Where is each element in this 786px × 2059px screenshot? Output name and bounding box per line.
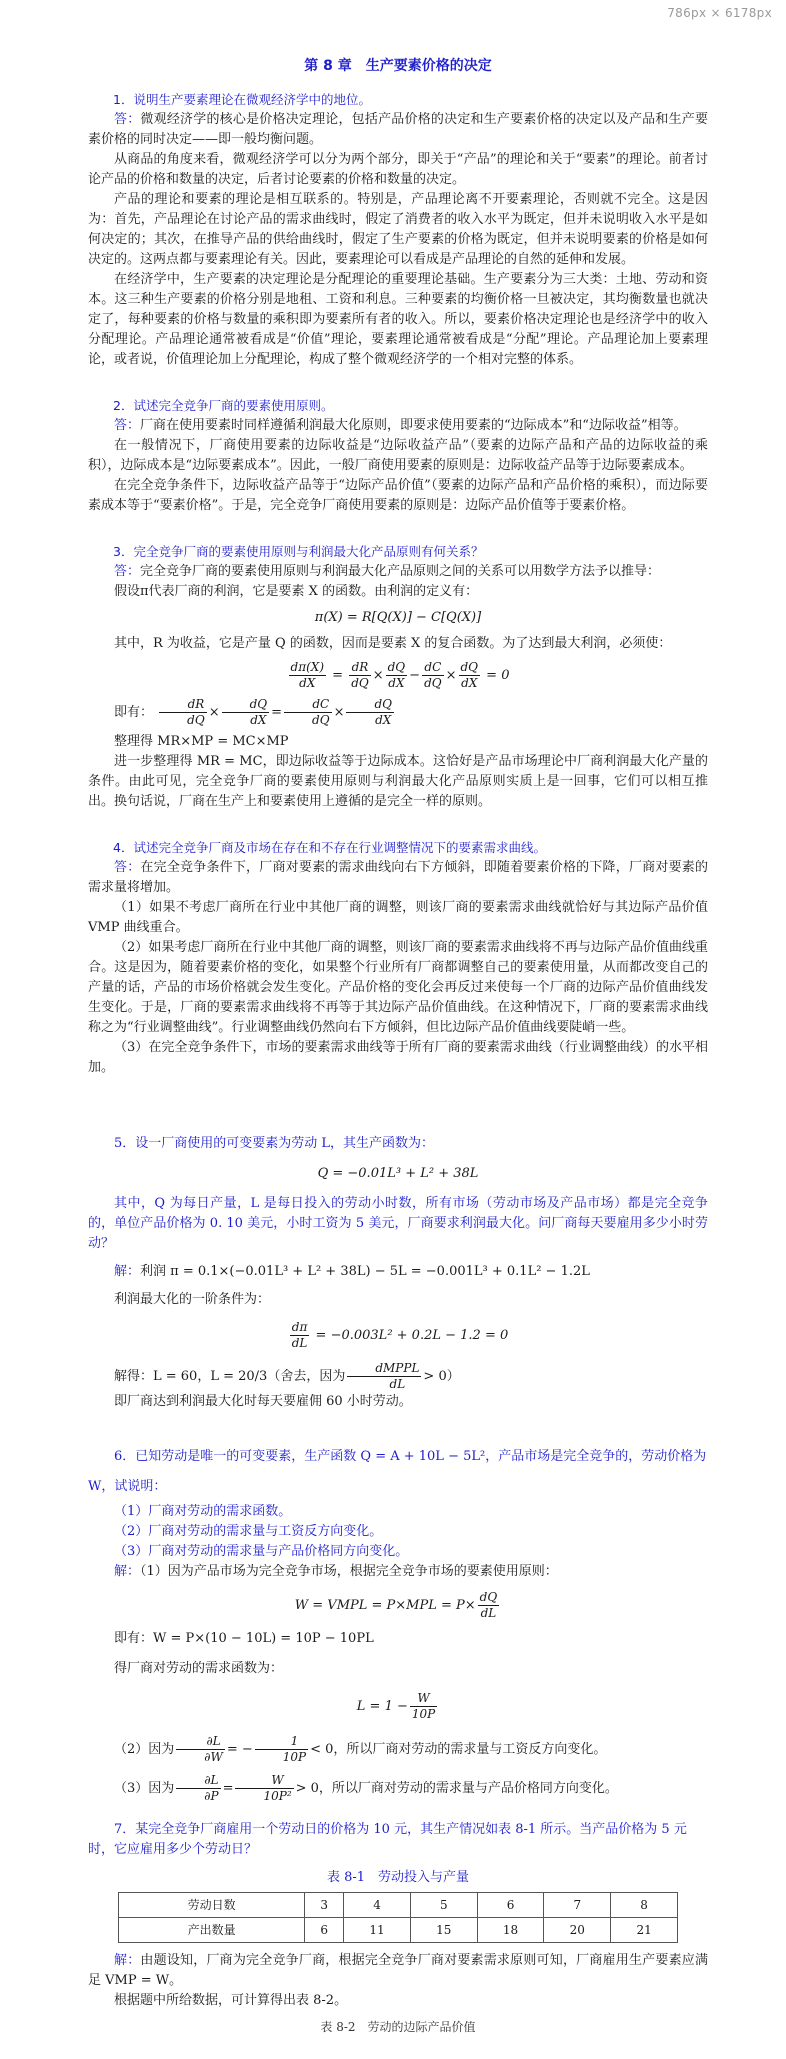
table-row — [119, 1893, 678, 1918]
profit-function-formula: π(X) = R[Q(X)] − C[Q(X)] — [314, 610, 482, 625]
answer-label: 答： — [114, 564, 141, 579]
answer-5-paragraph-4: 即厂商达到利润最大化时每天要雇佣 60 小时劳动。 — [114, 1394, 412, 1409]
table-cell: 11 — [344, 1918, 411, 1943]
question-3-block — [88, 542, 708, 812]
table-row — [119, 1918, 678, 1943]
question-2: 2．试述完全竞争厂商的要素使用原则。 — [113, 398, 334, 413]
table-8-1-title: 表 8-1 劳动投入与产量 — [326, 1870, 470, 1885]
answer-1-paragraph-2: 从商品的角度来看，微观经济学可以分为两个部分，即关于“产品”的理论和关于“要素”的理论。前者讨论产品的价格和数量的决定，后者讨论要素的价格和数量的决定。 — [88, 152, 708, 187]
answer-6-paragraph-2: 即有：W = P×(10 − 10L) = 10P − 10PL — [114, 1631, 374, 1646]
question-4: 4．试述完全竞争厂商及市场在存在和不存在行业调整情况下的要素需求曲线。 — [113, 840, 546, 855]
answer-6-paragraph-5: （3）因为 $\frac{\partial L}{\partial P}$ = $\frac{W}{\text{10P²}}$ > 0，所以厂商对劳动的需求量与产品价格同方向变化。 — [114, 1773, 618, 1803]
table-cell: 21 — [611, 1918, 678, 1943]
document-page — [88, 56, 708, 2037]
table-cell: 6 — [305, 1918, 344, 1943]
table-cell: 7 — [544, 1893, 611, 1918]
question-7-block — [88, 1820, 708, 2037]
answer-label: 答： — [114, 418, 141, 433]
answer-5-text: 利润 π = 0.1×(−0.01L³ + L² + 38L) − 5L = −0.001L³ + 0.1L² − 1.2L — [140, 1264, 590, 1279]
table-cell: 4 — [344, 1893, 411, 1918]
profit-derivative-formula: $\frac{d\pi(X)}{dX}$ = $\frac{dR}{dQ}$ × $\frac{dQ}{dX}$ − $\frac{dC}{dQ}$ × $\frac{dQ}{dX}$ = 0 — [290, 660, 510, 690]
labor-output-table — [118, 1892, 678, 1943]
vmp-formula: W = VMPL = P×MPL = P× $\frac{dQ}{dL}$ — [294, 1590, 498, 1620]
question-6-item-3: （3）厂商对劳动的需求量与产品价格同方向变化。 — [114, 1544, 409, 1559]
answer-3-paragraph-2: 假设π代表厂商的利润，它是要素 X 的函数。由利润的定义有： — [114, 584, 479, 599]
labor-demand-formula: L = 1 − $\frac{W}{10P}$ — [356, 1691, 436, 1721]
answer-3-paragraph-3: 其中，R 为收益，它是产量 Q 的函数，因而是要素 X 的复合函数。为了达到最大利润，必须使： — [114, 636, 672, 651]
answer-4-paragraph-1 — [88, 858, 708, 898]
question-5-continued: 其中，Q 为每日产量，L 是每日投入的劳动小时数，所有市场（劳动市场及产品市场）都是完全竞争的，单位产品价格为 0. 10 美元，小时工资为 5 美元，厂商要求利润最大化。问厂商每天要雇用多少小时劳动？ — [88, 1196, 708, 1251]
table-cell: 18 — [477, 1918, 544, 1943]
answer-3-equation-line: 即有： $\frac{dR}{dQ}$ × $\frac{dQ}{dX}$ = $\frac{dC}{dQ}$ × $\frac{dQ}{dX}$ — [114, 697, 392, 727]
answer-6-paragraph-3: 得厂商对劳动的需求函数为： — [114, 1661, 284, 1676]
answer-2-paragraph-1 — [88, 416, 708, 436]
answer-4-paragraph-4: （3）在完全竞争条件下，市场的要素需求曲线等于所有厂商的要素需求曲线（行业调整曲线）的水平相加。 — [88, 1040, 708, 1075]
question-7: 7．某完全竞争厂商雇用一个劳动日的价格为 10 元，其生产情况如表 8-1 所示。当产品价格为 5 元时，它应雇用多少个劳动日？ — [88, 1822, 687, 1857]
viewer-topbar — [0, 0, 786, 26]
page-dimensions-label: 786px × 6178px — [667, 6, 772, 20]
answer-1-paragraph-1 — [88, 110, 708, 150]
answer-5-paragraph-3: 解得：L = 60，L = 20/3（舍去，因为 $\frac{\text{dMPPL}}{dL}$ > 0） — [114, 1361, 460, 1391]
fraction: $\frac{d\pi(X)}{dX}$ — [290, 660, 325, 690]
answer-label: 解： — [114, 1953, 141, 1968]
answer-label: 解： — [114, 1264, 141, 1279]
answer-7-paragraph-1 — [88, 1951, 708, 1991]
production-function-formula: Q = −0.01L³ + L² + 38L — [317, 1166, 479, 1181]
table-cell: 3 — [305, 1893, 344, 1918]
question-2-block — [88, 396, 708, 516]
answer-7-paragraph-2: 根据题中所给数据，可计算得出表 8-2。 — [114, 1993, 348, 2008]
table-cell: 8 — [611, 1893, 678, 1918]
answer-3-paragraph-6: 进一步整理得 MR = MC，即边际收益等于边际成本。这恰好是产品市场理论中厂商利润最大化产量的条件。由此可见，完全竞争厂商的要素使用原则与利润最大化产品原则实质上是一回事，它们可以相互推出。换句话说，厂商在生产上和要素使用上遵循的是完全一样的原则。 — [88, 754, 708, 809]
table-cell: 6 — [477, 1893, 544, 1918]
table-8-2-title: 表 8-2 劳动的边际产品价值 — [320, 2020, 476, 2034]
question-5-block — [88, 1134, 708, 1412]
table-cell: 20 — [544, 1918, 611, 1943]
answer-4-text: 在完全竞争条件下，厂商对要素的需求曲线向右下方倾斜，即随着要素价格的下降，厂商对要素的需求量将增加。 — [88, 860, 708, 895]
question-6-block — [88, 1442, 708, 1804]
answer-3-paragraph-5: 整理得 MR×MP = MC×MP — [114, 734, 289, 749]
answer-5-paragraph-1 — [88, 1262, 708, 1282]
question-1-block — [88, 90, 708, 370]
answer-7-text: 由题设知，厂商为完全竞争厂商，根据完全竞争厂商对要素需求原则可知，厂商雇用生产要素应满足 VMP = W。 — [88, 1953, 708, 1988]
answer-3-paragraph-1 — [88, 562, 708, 582]
answer-2-paragraph-3: 在完全竞争条件下，边际收益产品等于“边际产品价值”（要素的边际产品和产品价格的乘积），而边际要素成本等于“要素价格”。于是，完全竞争厂商使用要素的原则是：边际产品价值等于要素价格。 — [88, 478, 708, 513]
answer-label: 解： — [114, 1564, 141, 1579]
answer-2-paragraph-2: 在一般情况下，厂商使用要素的边际收益是“边际收益产品”（要素的边际产品和产品的边际收益的乘积），边际成本是“边际要素成本”。因此，一般厂商使用要素的原则是：边际收益产品等于边际要素成本。 — [88, 438, 708, 473]
question-1: 1．说明生产要素理论在微观经济学中的地位。 — [113, 92, 371, 107]
answer-1-paragraph-3: 产品的理论和要素的理论是相互联系的。特别是，产品理论离不开要素理论，否则就不完全。这是因为：首先，产品理论在讨论产品的需求曲线时，假定了消费者的收入水平为既定，但并未说明收入水平是如何决定的；其次，在推导产品的供给曲线时，假定了生产要素的价格为既定，但并未说明要素的价格是如何决定的。这两点都与要素理论有关。因此，要素理论可以看成是产品理论的自然的延伸和发展。 — [88, 192, 708, 267]
question-6-item-1: （1）厂商对劳动的需求函数。 — [114, 1504, 292, 1519]
table-cell: 5 — [410, 1893, 477, 1918]
question-4-block — [88, 838, 708, 1078]
answer-3-text: 完全竞争厂商的要素使用原则与利润最大化产品原则之间的关系可以用数学方法予以推导： — [140, 564, 661, 579]
answer-4-paragraph-3: （2）如果考虑厂商所在行业中其他厂商的调整，则该厂商的要素需求曲线将不再与边际产品价值曲线重合。这是因为，随着要素价格的变化，如果整个行业所有厂商都调整自己的要素使用量，从而都改变自己的产量的话，产品的市场价格就会发生变化。产品价格的变化会再反过来使每一个厂商的边际产品价值曲线发生变化。于是，厂商的要素需求曲线将不再等于其边际产品价值曲线。在这种情况下，厂商的要素需求曲线称之为“行业调整曲线”。行业调整曲线仍然向右下方倾斜，但比边际产品价值曲线要陡峭一些。 — [88, 940, 708, 1035]
question-6: 6．已知劳动是唯一的可变要素，生产函数 Q = A + 10L − 5L²，产品市场是完全竞争的，劳动价格为 W，试说明： — [88, 1449, 707, 1494]
answer-6-paragraph-4: （2）因为 $\frac{\partial L}{\partial W}$ = − $\frac{1}{10P}$ < 0，所以厂商对劳动的需求量与工资反方向变化。 — [114, 1734, 607, 1764]
chapter-title: 第 8 章 生产要素价格的决定 — [304, 58, 492, 74]
table-cell: 15 — [410, 1918, 477, 1943]
answer-4-paragraph-2: （1）如果不考虑厂商所在行业中其他厂商的调整，则该厂商的要素需求曲线就恰好与其边际产品价值 VMP 曲线重合。 — [88, 900, 708, 935]
first-order-condition-formula: $\frac{d\pi}{dL}$ = −0.003L² + 0.2L − 1.2 = 0 — [291, 1320, 509, 1350]
question-3: 3．完全竞争厂商的要素使用原则与利润最大化产品原则有何关系？ — [113, 544, 484, 559]
question-6-item-2: （2）厂商对劳动的需求量与工资反方向变化。 — [114, 1524, 383, 1539]
answer-2-text: 厂商在使用要素时同样遵循利润最大化原则，即要求使用要素的“边际成本”和“边际收益”相等。 — [140, 418, 687, 433]
answer-6-text: （1）因为产品市场为完全竞争市场，根据完全竞争市场的要素使用原则： — [140, 1564, 558, 1579]
answer-6-paragraph-1 — [88, 1562, 708, 1582]
question-5: 5．设一厂商使用的可变要素为劳动 L，其生产函数为： — [114, 1136, 435, 1151]
answer-1-paragraph-4: 在经济学中，生产要素的决定理论是分配理论的重要理论基础。生产要素分为三大类：土地、劳动和资本。这三种生产要素的价格分别是地租、工资和利息。三种要素的均衡价格一旦被决定，其均衡数量也就决定了，每种要素的价格与数量的乘积即为要素所有者的收入。所以，要素价格决定理论也是经济学中的收入分配理论。产品理论通常被看成是“价值”理论，要素理论通常被看成是“分配”理论。产品理论加上要素理论，或者说，价值理论加上分配理论，构成了整个微观经济学的一个相对完整的体系。 — [88, 272, 708, 367]
answer-label: 答： — [114, 112, 141, 127]
answer-label: 答： — [114, 860, 141, 875]
table-row-label: 产出数量 — [119, 1918, 305, 1943]
table-row-label: 劳动日数 — [119, 1893, 305, 1918]
answer-1-text: 微观经济学的核心是价格决定理论，包括产品价格的决定和生产要素价格的决定以及产品和生产要素价格的同时决定——即一般均衡问题。 — [88, 112, 708, 147]
answer-5-paragraph-2: 利润最大化的一阶条件为： — [114, 1292, 271, 1307]
